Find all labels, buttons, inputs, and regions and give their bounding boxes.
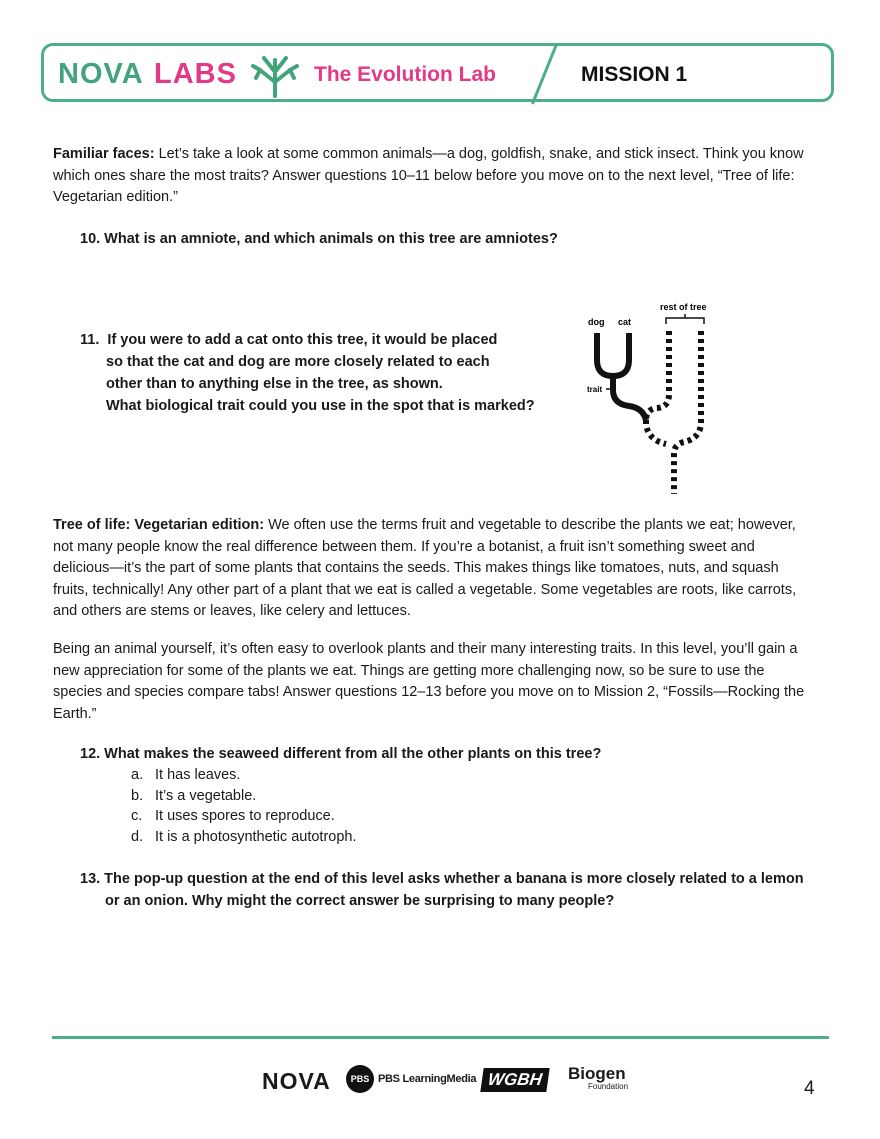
plants-paragraph: Being an animal yourself, it’s often easy to overlook plants and their many interesting traits. In this level, you’ll gain a new appreciation for some of the plants we eat. Things are getting more challenging now, so be sure to use the species and species compare tabs! Answer questions 12–13 before you move on to Mission 2, “Fossils—Rocking the Earth.” xyxy=(53,641,805,722)
vegetarian-text: We often use the terms fruit and vegetable to describe the plants we eat; however, not many people know the real difference between them. If you’re a botanist, a fruit isn’t something sweet and delicious—it’s the part of some plants that contains the seeds. This makes things like tomatoes, nuts, and squash fruits, technically! Any other part of a plant that we eat is called a vegetable. Some vegetables are roots, like carrots, and others are stems or leaves, like celery and lettuces. xyxy=(53,517,797,619)
footer-biogen-logo: Biogen Foundation xyxy=(568,1064,629,1091)
footer-pbs-logo: PBS PBS LearningMedia xyxy=(346,1065,476,1093)
page-number: 4 xyxy=(804,1078,815,1099)
rest-branch-1 xyxy=(646,331,669,420)
question-12: 12. What makes the seaweed different from all the other plants on this tree? xyxy=(80,746,602,762)
carnivore-branch xyxy=(613,376,646,420)
phylogenetic-tree-diagram xyxy=(580,298,730,498)
vegetarian-paragraph xyxy=(53,515,813,623)
footer-nova-logo: NOVA xyxy=(262,1068,331,1094)
footer-wgbh-logo: WGBH xyxy=(480,1068,549,1092)
question-10: 10. What is an amniote, and which animals on this tree are amniotes? xyxy=(80,231,558,247)
rest-branch-2 xyxy=(674,331,701,494)
vegetarian-lead: Tree of life: Vegetarian edition: xyxy=(53,517,265,533)
question-12-options xyxy=(131,765,357,847)
question-11 xyxy=(80,329,535,417)
footer-divider xyxy=(52,1036,829,1039)
tree-logo-icon xyxy=(250,52,300,98)
option-item: b. It’s a vegetable. xyxy=(131,787,257,804)
ancestral-branch xyxy=(646,420,666,444)
question-11-line: What biological trait could you use in the spot that is marked? xyxy=(106,398,535,414)
lab-title: The Evolution Lab xyxy=(314,63,496,86)
mission-label: MISSION 1 xyxy=(581,63,688,86)
label-rest-of-tree: rest of tree xyxy=(660,302,707,312)
question-13: 13. The pop-up question at the end of this level asks whether a banana is more closely related to a lemon or an onion. Why might the correct answer be surprising to many people? xyxy=(80,871,804,909)
logo-nova: NOVA xyxy=(58,58,144,90)
option-item: d. It is a photosynthetic autotroph. xyxy=(131,828,357,845)
pbs-icon: PBS xyxy=(346,1065,374,1093)
dog-cat-branch xyxy=(597,333,629,376)
rest-of-tree-bracket xyxy=(666,314,704,324)
question-11-line: so that the cat and dog are more closely related to each xyxy=(106,354,490,370)
option-item: a. It has leaves. xyxy=(131,767,241,783)
label-cat: cat xyxy=(618,317,632,327)
label-dog: dog xyxy=(588,317,605,327)
logo-labs: LABS xyxy=(154,58,237,90)
intro-text: Let’s take a look at some common animals—a dog, goldfish, snake, and stick insect. Think you know which ones share the most traits? Answer questions 10–11 below before you move on to the next level, “Tree of life: Vegetarian edition.” xyxy=(53,146,804,205)
intro-paragraph xyxy=(53,144,813,209)
intro-lead: Familiar faces: xyxy=(53,146,155,162)
option-item: c. It uses spores to reproduce. xyxy=(131,808,335,824)
question-11-line: other than to anything else in the tree, as shown. xyxy=(106,376,443,392)
question-11-line: 11. If you were to add a cat onto this tree, it would be placed xyxy=(80,332,498,348)
label-trait: trait xyxy=(587,385,603,394)
